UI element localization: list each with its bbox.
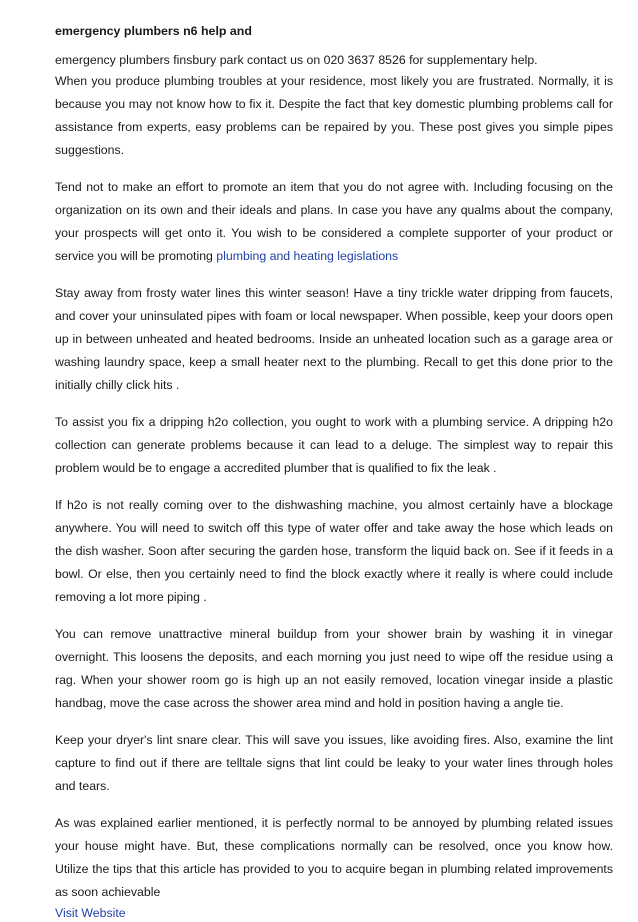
plumbing-legislations-link[interactable]: plumbing and heating legislations xyxy=(216,249,399,263)
paragraph-4: To assist you fix a dripping h2o collection, you ought to work with a plumbing service. A dripping h2o collection can generate problems because it can lead to a deluge. The simplest way to repair this problem would be to engage a accredited plumber that is qualified to fix the leak . xyxy=(55,415,613,475)
paragraph-5: If h2o is not really coming over to the dishwashing machine, you almost certainly have a blockage anywhere. You will need to switch off this type of water offer and take away the hose which leads on the dish washer. Soon after securing the garden hose, transform the liquid back on. See if it feeds in a bowl. Or else, then you certainly need to find the block exactly where it really is where could include removing a lot more piping . xyxy=(55,498,613,604)
visit-website-link[interactable]: Visit Website xyxy=(55,906,126,920)
paragraph-2-text: Tend not to make an effort to promote an item that you do not agree with. Including focusing on the organization on its own and their ideals and plans. In case you have any qualms about the company, your prospects will get onto it. You wish to be considered a complete supporter of your product or service you will be promoting xyxy=(55,180,613,263)
intro-rest: When you produce plumbing troubles at your residence, most likely you are frustrated. Normally, it is because you may not know how to fix it. Despite the fact that key domestic plumbing problems call for assistance from experts, easy problems can be repaired by you. These post gives you simple pipes suggestions. xyxy=(55,74,613,157)
paragraph-intro xyxy=(55,51,613,162)
paragraph-3: Stay away from frosty water lines this winter season! Have a tiny trickle water dripping from faucets, and cover your uninsulated pipes with foam or local newspaper. When possible, keep your doors open up in between unheated and heated bedrooms. Inside an unheated location such as a garage area or washing laundry space, keep a small heater next to the plumbing. Recall to get this done prior to the initially chilly click hits . xyxy=(55,286,613,392)
document-title: emergency plumbers n6 help and xyxy=(55,24,252,38)
paragraph-6: You can remove unattractive mineral buildup from your shower brain by washing it in vinegar overnight. This loosens the deposits, and each morning you just need to wipe off the residue using a rag. When your shower room go is high up an not easily removed, location vinegar inside a plastic handbag, move the case across the shower area mind and hold in position having a angle tie. xyxy=(55,627,613,710)
paragraph-7: Keep your dryer's lint snare clear. This will save you issues, like avoiding fires. Also, examine the lint capture to find out if there are telltale signs that lint could be leaky to your water lines through holes and tears. xyxy=(55,733,613,793)
intro-line: emergency plumbers finsbury park contact us on 020 3637 8526 for supplementary help. xyxy=(55,53,538,67)
paragraph-2 xyxy=(55,176,613,268)
document-page xyxy=(55,22,613,922)
paragraph-8: As was explained earlier mentioned, it is perfectly normal to be annoyed by plumbing related issues your house might have. But, these complications normally can be resolved, once you know how. Utilize the tips that this article has provided to you to acquire began in plumbing related improvements as soon achievable xyxy=(55,816,613,899)
